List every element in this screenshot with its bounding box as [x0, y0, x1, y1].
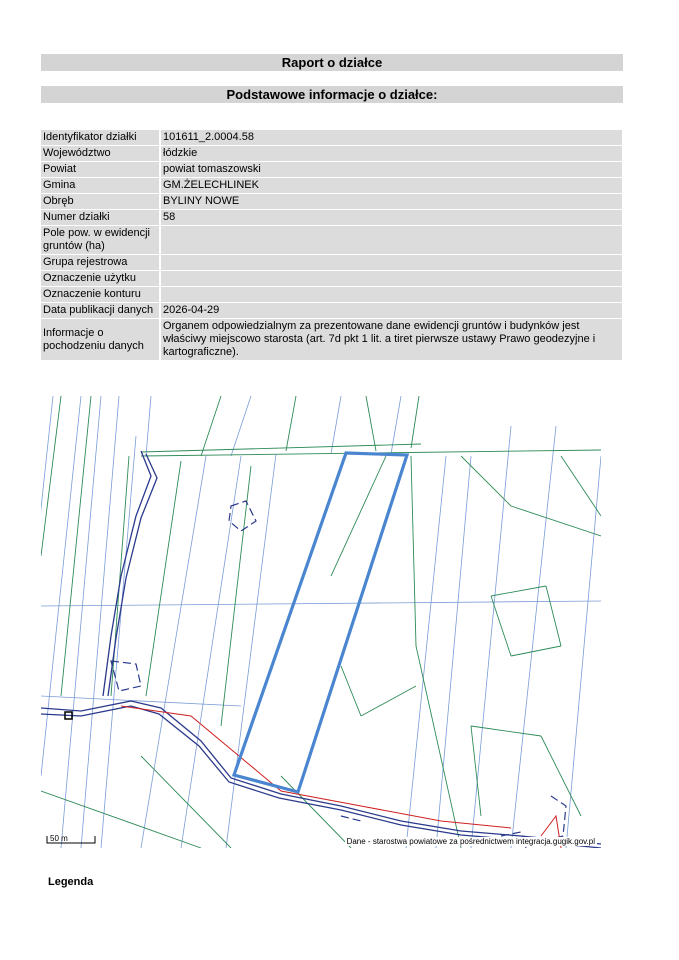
info-label: Grupa rejestrowa: [41, 255, 160, 271]
info-row: [41, 255, 622, 271]
info-row: [41, 194, 622, 210]
info-label: Oznaczenie użytku: [41, 271, 160, 287]
section-title: Podstawowe informacje o działce:: [41, 86, 623, 103]
info-row: [41, 287, 622, 303]
info-value: łódzkie: [160, 146, 622, 162]
selected-parcel-outline: [234, 453, 407, 792]
info-value: GM.ŻELECHLINEK: [160, 178, 622, 194]
info-row: [41, 226, 622, 255]
info-value: BYLINY NOWE: [160, 194, 622, 210]
parcel-map[interactable]: [41, 396, 601, 848]
map-credit: Dane - starostwa powiatowe za pośrednictwem integracja.gugik.gov.pl: [346, 837, 595, 846]
info-row: [41, 271, 622, 287]
info-label: Województwo: [41, 146, 160, 162]
info-label: Powiat: [41, 162, 160, 178]
info-label: Oznaczenie konturu: [41, 287, 160, 303]
legend-title: Legenda: [48, 876, 94, 888]
info-row: [41, 303, 622, 319]
report-title: Raport o działce: [41, 54, 623, 71]
info-row: [41, 319, 622, 361]
cadastral-boundaries: [41, 396, 601, 848]
scale-label: 50 m: [50, 834, 68, 843]
info-row: [41, 210, 622, 226]
info-value: [160, 226, 622, 255]
info-value: powiat tomaszowski: [160, 162, 622, 178]
scale-bar: [46, 836, 96, 844]
info-value: 2026-04-29: [160, 303, 622, 319]
info-label: Informacje o pochodzeniu danych: [41, 319, 160, 361]
info-label: Gmina: [41, 178, 160, 194]
red-line: [121, 706, 561, 848]
info-value: [160, 287, 622, 303]
info-label: Numer działki: [41, 210, 160, 226]
dashed-contours: [111, 501, 566, 848]
info-value: 58: [160, 210, 622, 226]
info-label: Data publikacji danych: [41, 303, 160, 319]
info-value: [160, 271, 622, 287]
parcel-info-table: [41, 130, 622, 361]
info-label: Identyfikator działki: [41, 130, 160, 146]
land-use-contours: [41, 396, 601, 848]
info-value: Organem odpowiedzialnym za prezentowane dane ewidencji gruntów i budynków jest właściwy miejscowo starosta (art. 7d pkt 1 lit. a tiret pierwsze ustawy Prawo geodezyjne i kartograficzne).: [160, 319, 622, 361]
info-row: [41, 146, 622, 162]
info-label: Obręb: [41, 194, 160, 210]
info-row: [41, 178, 622, 194]
info-value: [160, 255, 622, 271]
info-label: Pole pow. w ewidencji gruntów (ha): [41, 226, 160, 255]
info-row: [41, 130, 622, 146]
info-value: 101611_2.0004.58: [160, 130, 622, 146]
map-canvas: [41, 396, 601, 848]
info-row: [41, 162, 622, 178]
